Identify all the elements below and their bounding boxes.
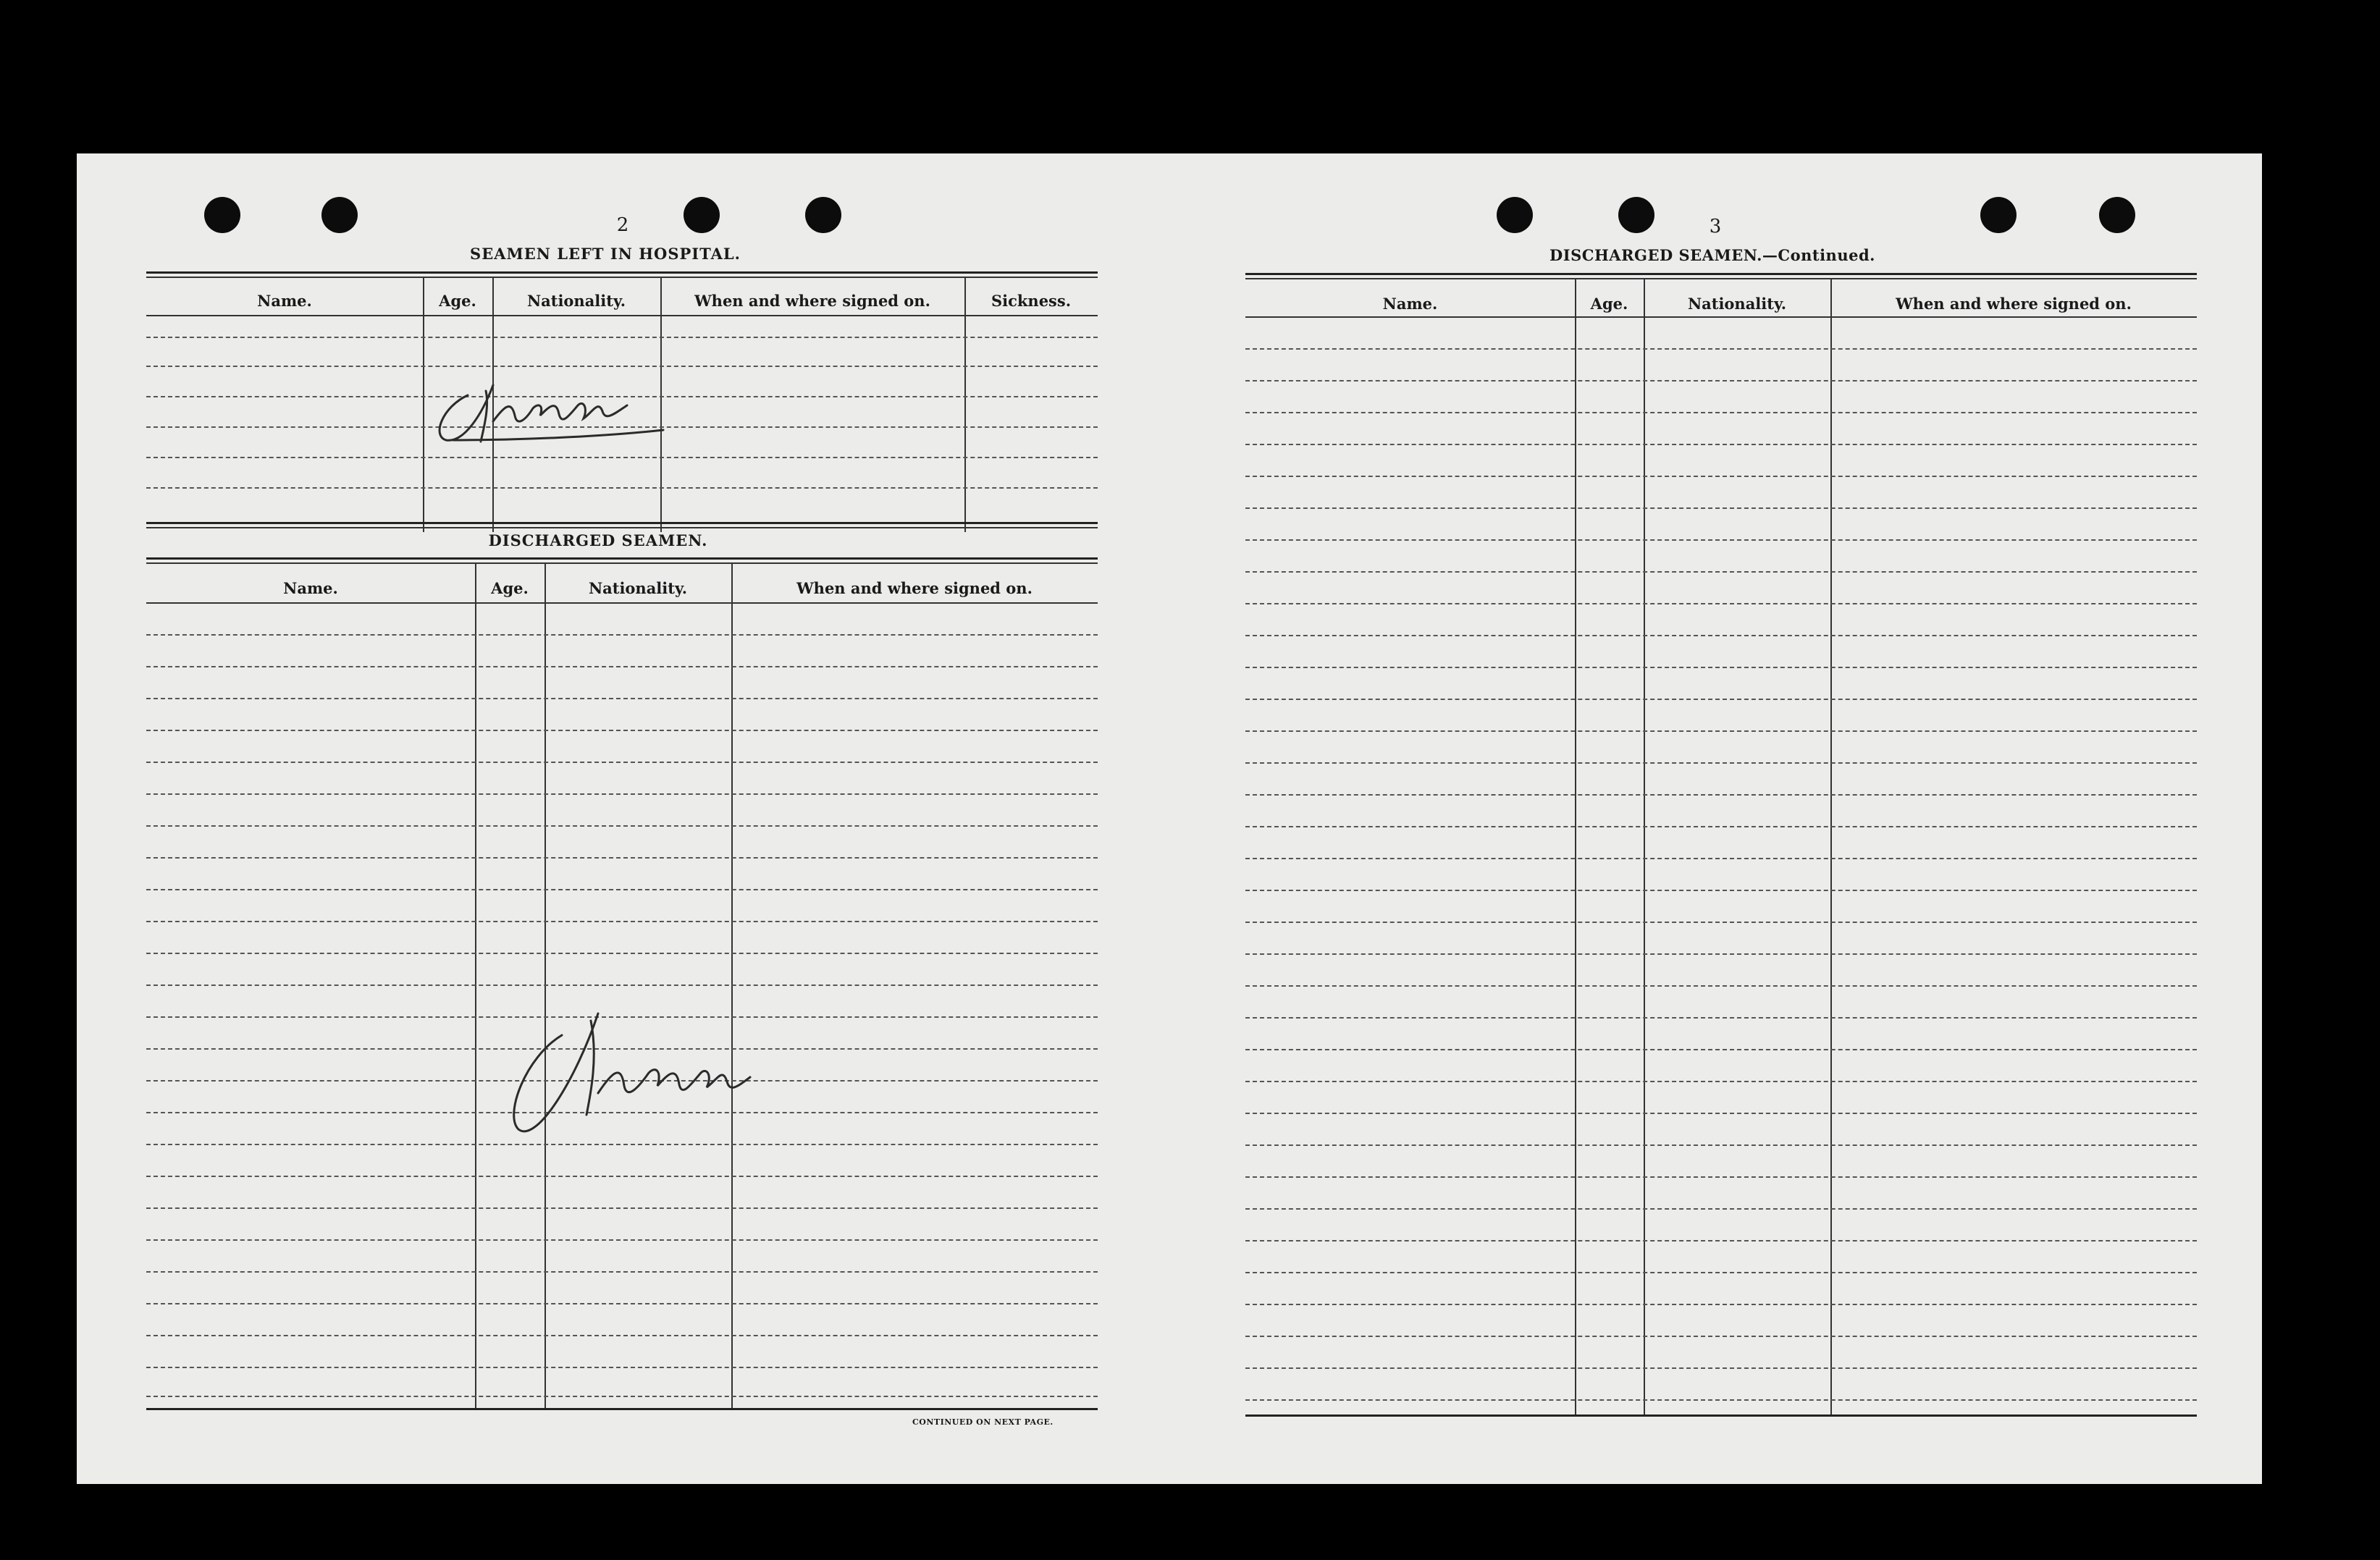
table-row [1245,444,2197,445]
table-row [1245,826,2197,827]
table-row [146,1239,1098,1241]
punch-hole [805,197,841,233]
punch-hole [1497,197,1533,233]
table-row [1245,1304,2197,1305]
table-row [1245,635,2197,636]
header-sickness: Sickness. [991,292,1072,310]
table-row [1245,953,2197,955]
table-row [146,1176,1098,1177]
table-row [1245,730,2197,732]
table-row [146,1303,1098,1304]
punch-hole [204,197,240,233]
table-row [146,1271,1098,1273]
discharged-table [146,557,1098,1410]
table-row [1245,1017,2197,1019]
punch-hole [1618,197,1654,233]
table-row [146,1396,1098,1397]
header-nationality: Nationality. [588,579,688,597]
table-row [1245,1081,2197,1082]
header-signed-on: When and where signed on. [1896,295,2132,313]
table-row [146,825,1098,827]
table-row [1245,1049,2197,1050]
table-row [146,857,1098,859]
header-name: Name. [1382,295,1438,313]
punch-hole [2099,197,2135,233]
table-row [1245,1367,2197,1369]
punch-hole [1980,197,2017,233]
header-name: Name. [283,579,338,597]
table-row [1245,1144,2197,1146]
hospital-section-title: SEAMEN LEFT IN HOSPITAL. [470,245,741,263]
table-row [146,889,1098,890]
table-row [146,985,1098,986]
header-signed-on: When and where signed on. [796,579,1033,597]
table-row [146,698,1098,699]
handwritten-signature [424,371,728,450]
table-row [1245,699,2197,700]
continued-footer: CONTINUED ON NEXT PAGE. [912,1417,1054,1427]
table-row [1245,667,2197,668]
page-number: 2 [616,214,629,236]
table-row [146,337,1098,338]
table-row [146,634,1098,636]
table-row [1245,1176,2197,1178]
table-row [1245,1240,2197,1241]
header-age: Age. [491,579,529,597]
table-row [1245,348,2197,350]
table-row [1245,762,2197,764]
table-row [1245,507,2197,509]
table-row [146,1207,1098,1209]
discharged-continued-table [1245,273,2197,1417]
table-row [146,487,1098,489]
table-row [1245,1113,2197,1114]
punch-hole [684,197,720,233]
table-row [146,1335,1098,1336]
table-row [146,366,1098,367]
table-row [1245,985,2197,987]
table-row [1245,1399,2197,1401]
right-page [1169,153,2262,1484]
table-row [1245,794,2197,796]
discharged-section-title: DISCHARGED SEAMEN. [488,531,708,549]
document-sheet [77,153,2262,1484]
table-row [1245,539,2197,541]
table-row [1245,922,2197,923]
header-age: Age. [439,292,476,310]
handwritten-signature [497,1006,830,1151]
table-row [1245,571,2197,573]
header-name: Name. [257,292,312,310]
table-row [1245,858,2197,859]
table-row [1245,603,2197,604]
table-row [146,457,1098,458]
table-row [1245,1208,2197,1210]
header-signed-on: When and where signed on. [694,292,930,310]
table-row [1245,412,2197,413]
table-row [146,762,1098,763]
table-row [146,793,1098,795]
table-row [1245,890,2197,891]
discharged-continued-title: DISCHARGED SEAMEN.—Continued. [1549,246,1875,264]
header-nationality: Nationality. [526,292,626,310]
table-row [146,921,1098,922]
table-row [1245,380,2197,381]
left-page [77,153,1169,1484]
header-nationality: Nationality. [1687,295,1787,313]
table-row [146,730,1098,731]
table-row [146,953,1098,954]
table-row [146,666,1098,667]
table-row [1245,1336,2197,1337]
table-row [1245,1272,2197,1273]
header-age: Age. [1590,295,1628,313]
page-number: 3 [1709,216,1722,237]
punch-hole [321,197,358,233]
table-row [146,1367,1098,1368]
table-row [1245,476,2197,477]
